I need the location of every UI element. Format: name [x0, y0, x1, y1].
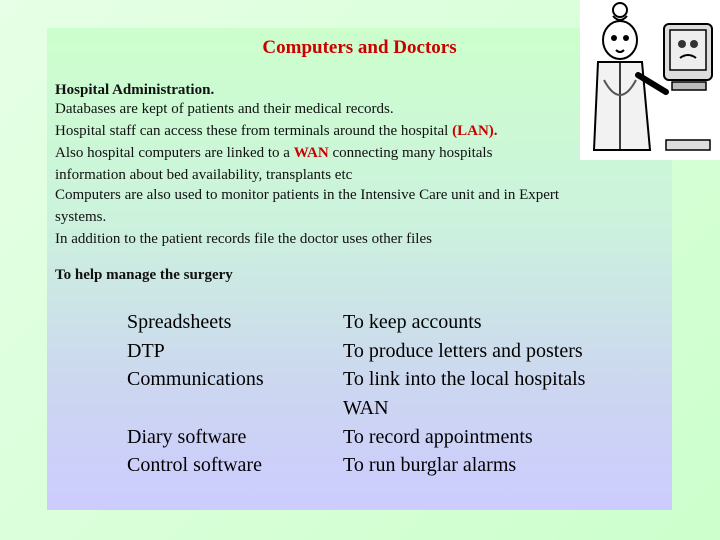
- text-line-part: Hospital staff can access these from terminals around the hospital: [55, 123, 453, 139]
- text-line: Computers are also used to monitor patients in the Intensive Care unit and in Expert: [55, 187, 560, 203]
- text-line: information about bed availability, transplants etc: [55, 167, 353, 183]
- text-line-wan: [55, 145, 492, 162]
- software-name: Diary software: [127, 426, 247, 448]
- software-name: DTP: [127, 340, 165, 362]
- software-use: To run burglar alarms: [343, 454, 517, 476]
- software-name: Communications: [127, 368, 264, 390]
- software-use: To produce letters and posters: [343, 340, 583, 362]
- doctor-with-computer-icon: [580, 0, 720, 160]
- software-use: To keep accounts: [343, 311, 482, 333]
- text-line-part: Also hospital computers are linked to a: [55, 145, 294, 161]
- wan-highlight: WAN: [293, 145, 329, 161]
- text-line: In addition to the patient records file the doctor uses other files: [55, 231, 432, 247]
- lan-highlight: (LAN).: [452, 123, 498, 139]
- software-name: Control software: [127, 454, 262, 476]
- list-subheading: To help manage the surgery: [55, 267, 233, 283]
- section-heading: Hospital Administration.: [55, 82, 215, 98]
- text-line: Databases are kept of patients and their medical records.: [55, 101, 394, 117]
- text-line-lan: [55, 123, 498, 140]
- text-line: systems.: [55, 209, 107, 225]
- software-use: To link into the local hospitals: [343, 368, 586, 390]
- software-use: WAN: [343, 397, 389, 419]
- text-line-part: connecting many hospitals: [328, 145, 493, 161]
- software-use: To record appointments: [343, 426, 533, 448]
- software-name: Spreadsheets: [127, 311, 232, 333]
- slide-title: Computers and Doctors: [262, 37, 457, 58]
